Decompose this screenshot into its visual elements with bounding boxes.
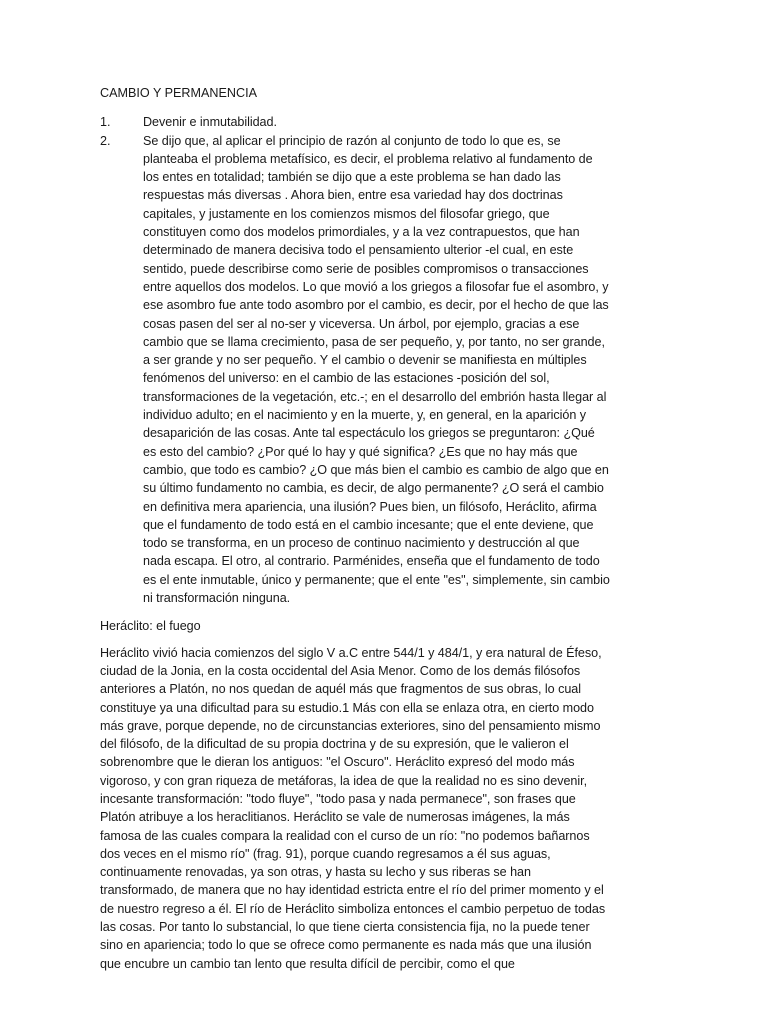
section-heading: Heráclito: el fuego [100, 619, 201, 634]
list-item-text: Devenir e inmutabilidad. [143, 115, 277, 130]
list-item [100, 113, 610, 131]
numbered-list [100, 113, 610, 607]
document-body [100, 84, 610, 973]
list-item-text: Se dijo que, al aplicar el principio de razón al conjunto de todo lo que es, se planteaba el problema metafísico, es decir, el problema relativo al fundamento de los entes en totalidad; también se dijo que a este problema se han dado las respuestas más diversas . Ahora bien, entre esa variedad hay dos doctrinas capitales, y justamente en los comienzos mismos del filosofar griego, que constituyen como dos modelos primordiales, y a la vez contrapuestos, que han determinado de manera decisiva todo el pensamiento ulterior -el cual, en este sentido, puede describirse como serie de posibles compromisos o transacciones entre aquellos dos modelos. Lo que movió a los griegos a filosofar fue el asombro, y ese asombro fue ante todo asombro por el cambio, es decir, por el hecho de que las cosas pasen del ser al no-ser y viceversa. Un árbol, por ejemplo, gracias a ese cambio que se llama crecimiento, pasa de ser pequeño, y, por tanto, no ser grande, a ser grande y no ser pequeño. Y el cambio o devenir se manifiesta en múltiples fenómenos del universo: en el cambio de las estaciones -posición del sol, transformaciones de la vegetación, etc.-; en el desarrollo del embrión hasta llegar al individuo adulto; en el nacimiento y en la muerte, y, en general, en la aparición y desaparición de las cosas. Ante tal espectáculo los griegos se preguntaron: ¿Qué es esto del cambio? ¿Por qué lo hay y qué significa? ¿Es que no hay más que cambio, que todo es cambio? ¿O que más bien el cambio es cambio de algo que en su último fundamento no cambia, es decir, de algo permanente? ¿O será el cambio en definitiva mera apariencia, una ilusión? Pues bien, un filósofo, Heráclito, afirma que el fundamento de todo está en el cambio incesante; que el ente deviene, que todo se transforma, en un proceso de continuo nacimiento y destrucción al que nada escapa. El otro, al contrario. Parménides, enseña que el fundamento de todo es el ente inmutable, único y permanente; que el ente "es", simplemente, sin cambio ni transformación ninguna. [143, 133, 610, 606]
body-paragraph: Heráclito vivió hacia comienzos del siglo V a.C entre 544/1 y 484/1, y era natural de Éfeso, ciudad de la Jonia, en la costa occidental del Asia Menor. Como de los demás filósofos anteriores a Platón, no nos quedan de aquél más que fragmentos de sus obras, lo cual constituye ya una dificultad para su estudio.1 Más con ella se enlaza otra, en cierto modo más grave, porque depende, no de circunstancias exteriores, sino del pensamiento mismo del filósofo, de la dificultad de su propia doctrina y de su expresión, que le valieron el sobrenombre que le dieran los antiguos: "el Oscuro". Heráclito expresó del modo más vigoroso, y con gran riqueza de metáforas, la idea de que la realidad no es sino devenir, incesante transformación: "todo fluye", "todo pasa y nada permanece", son frases que Platón atribuye a los heraclitianos. Heráclito se vale de numerosas imágenes, la más famosa de las cuales compara la realidad con el curso de un río: "no podemos bañarnos dos veces en el mismo río" (frag. 91), porque cuando regresamos a él sus aguas, continuamente renovadas, ya son otras, y hasta su lecho y sus riberas se han transformado, de manera que no hay identidad estricta entre el río del primer momento y el de nuestro regreso a él. El río de Heráclito simboliza entonces el cambio perpetuo de todas las cosas. Por tanto lo substancial, lo que tiene cierta consistencia fija, no la puede tener sino en apariencia; todo lo que se ofrece como permanente es nada más que una ilusión que encubre un cambio tan lento que resulta difícil de percibir, como el que [100, 645, 606, 971]
list-item [100, 132, 610, 608]
document-title: CAMBIO Y PERMANENCIA [100, 86, 257, 100]
list-item-number: 2. [100, 133, 111, 148]
list-item-number: 1. [100, 115, 111, 130]
